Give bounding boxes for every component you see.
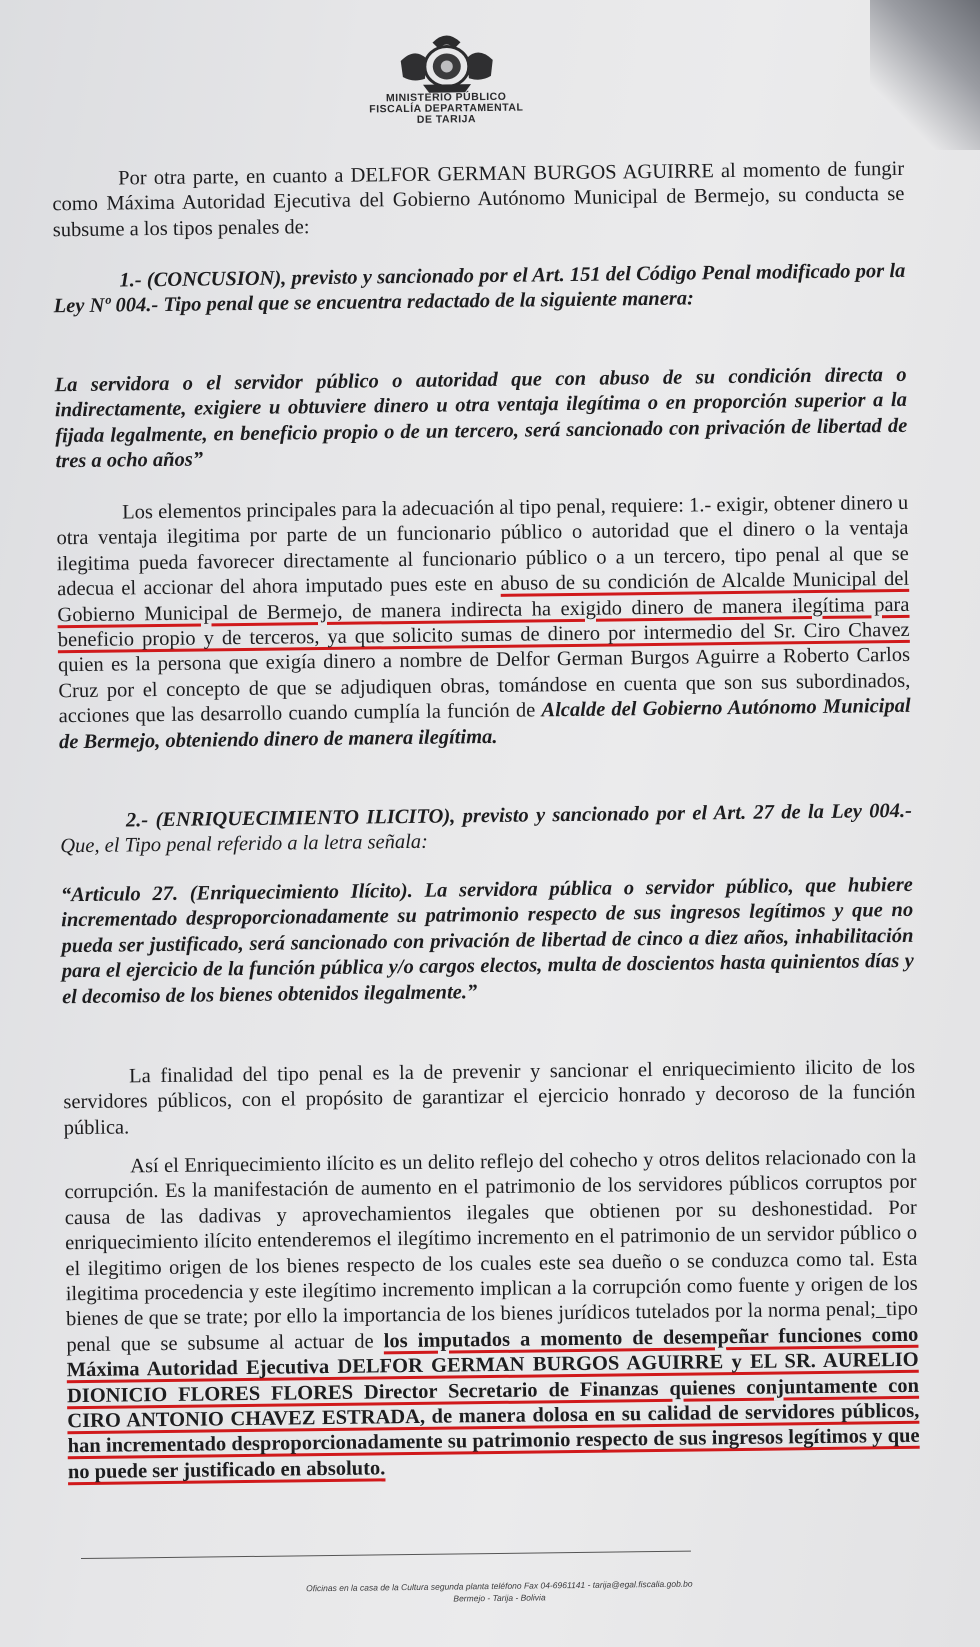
header-line-tarija: DE TARIJA bbox=[416, 113, 477, 126]
elements-emphasis-text: Alcalde del Gobierno Autónomo Municipal de Bermejo, obteniendo dinero de manera ilegítima. bbox=[58, 695, 911, 753]
elements-underlined-text: abuso de su condición de Alcalde Municipal del Gobierno Municipal de Bermejo, de manera indirecta ha exigido dinero de manera ilegítima para beneficio propio y de terceros, ya que solicito sumas de dinero por intermedio del Sr. Ciro Chavez bbox=[57, 568, 910, 652]
elements-text-continued: quien es la persona que exigía dinero a nombre de Delfor German Burgos Aguirre a Roberto Carlos Cruz por el concepto de que se adjudiquen obras, tomándose en cuenta que son sus subordinados, acciones que las desarrollo cuando cumplía la función de bbox=[57, 644, 911, 728]
header-line-ministry: MINISTERIO PÚBLICO bbox=[385, 90, 507, 105]
enriquecimiento-heading-bold: 2.- (ENRIQUECIMIENTO ILICITO), previsto y sancionado por el Art. 27 de la Ley 004.- bbox=[125, 799, 913, 832]
footer-address: Oficinas en la casa de la Cultura segunda planta teléfono Fax 04-6961141 - tarija@egal.fiscalia.gob.bo bbox=[306, 1578, 693, 1594]
paragraph-intro: Por otra parte, en cuanto a DELFOR GERMAN BURGOS AGUIRRE al momento de fungir como Máxima Autoridad Ejecutiva del Gobierno Autónomo Municipal de Bermejo, su conducta se subsume a los tipos penales de: bbox=[52, 157, 905, 242]
footer-rule bbox=[81, 1551, 691, 1559]
paragraph-enriquecimiento-explanation bbox=[64, 1145, 920, 1486]
footer-location: Bermejo - Tarija - Bolivia bbox=[453, 1592, 546, 1604]
explanation-underlined-text: los imputados a momento de desempeñar funciones como Máxima Autoridad Ejecutiva DELFOR GERMAN BURGOS AGUIRRE y EL SR. AURELIO DIONICIO FLORES FLORES Director Secretario de Finanzas quienes conjuntamente con CIRO ANTONIO CHAVEZ ESTRADA, de manera dolosa en su calidad de servidores públicos, han incrementado desproporcionadamente su patrimonio respecto de sus ingresos legítimos y que no puede ser justificado en absoluto. bbox=[66, 1323, 920, 1484]
paragraph-enriquecimiento-heading bbox=[60, 799, 913, 860]
paragraph-elements bbox=[56, 491, 911, 755]
paragraph-concusion-quote: La servidora o el servidor público o autoridad que con abuso de su condición directa o indirectamente, exigiere u obtuviere dinero u otra ventaja ilegítima o en proporción superior a la fijada legalmente, en beneficio propio o de un tercero, será sancionado con privación de libertad de tres a ocho años” bbox=[54, 363, 908, 473]
coat-of-arms-seal bbox=[394, 26, 499, 97]
header-line-fiscalia: FISCALÍA DEPARTAMENTAL bbox=[369, 101, 524, 116]
paragraph-article-27-quote: “Articulo 27. (Enriquecimiento Ilícito). La servidora pública o servidor público, que hubiere incrementado desproporcionadamente su patrimonio respecto de sus ingresos legítimos y que no pueda ser justificado, será sancionado con privación de libertad de cinco a diez años, inhabilitación para el ejercicio de la función pública y/o cargos electos, multa de doscientos hasta quinientos días y el decomiso de los bienes obtenidos ilegalmente.” bbox=[60, 873, 914, 1008]
institution-header bbox=[331, 91, 561, 127]
paragraph-concusion-heading: 1.- (CONCUSION), previsto y sancionado por el Art. 151 del Código Penal modificado por la Ley Nº 004.- Tipo penal que se encuentra redactado de la siguiente manera: bbox=[53, 259, 906, 318]
enriquecimiento-heading-italic: Que, el Tipo penal referido a la letra señala: bbox=[60, 831, 429, 858]
explanation-text: Así el Enriquecimiento ilícito es un delito reflejo del cohecho y otros delitos relacionado con la corrupción. Es la manifestación de aumento en el patrimonio de los servidores públicos corruptos por causa de las dadivas y aprovechamientos ilegales que obtienen por su deshonestidad. Por enriquecimiento ilícito entenderemos el ilegítimo incremento en el patrimonio de un servidor público o el ilegitimo origen de los bienes respecto de los cuales este sea dueño o se conduzca como tal. Esta ilegitima procedencia y este ilegítimo incremento implican a la corrupción como fuente y origen de los bienes de que se trate; por ello la importancia de los bienes jurídicos tutelados por la norma penal;_tipo penal que se subsume al actuar de bbox=[64, 1145, 919, 1357]
elements-text: Los elementos principales para la adecuación al tipo penal, requiere: 1.- exigir, obtener dinero u otra ventaja ilegitima por parte de un funcionario público o autoridad que el dinero o la ventaja ilegitima pueda favorecer directamente al funcionario público o a un tercero, tipo penal al que se adecua el accionar del ahora imputado pues este en bbox=[56, 491, 909, 601]
paragraph-finalidad: La finalidad del tipo penal es la de prevenir y sancionar el enriquecimiento ilicito de los servidores públicos, con el propósito de garantizar el ejercicio honrado y decoroso de la función pública. bbox=[63, 1055, 916, 1140]
footer bbox=[199, 1576, 799, 1607]
